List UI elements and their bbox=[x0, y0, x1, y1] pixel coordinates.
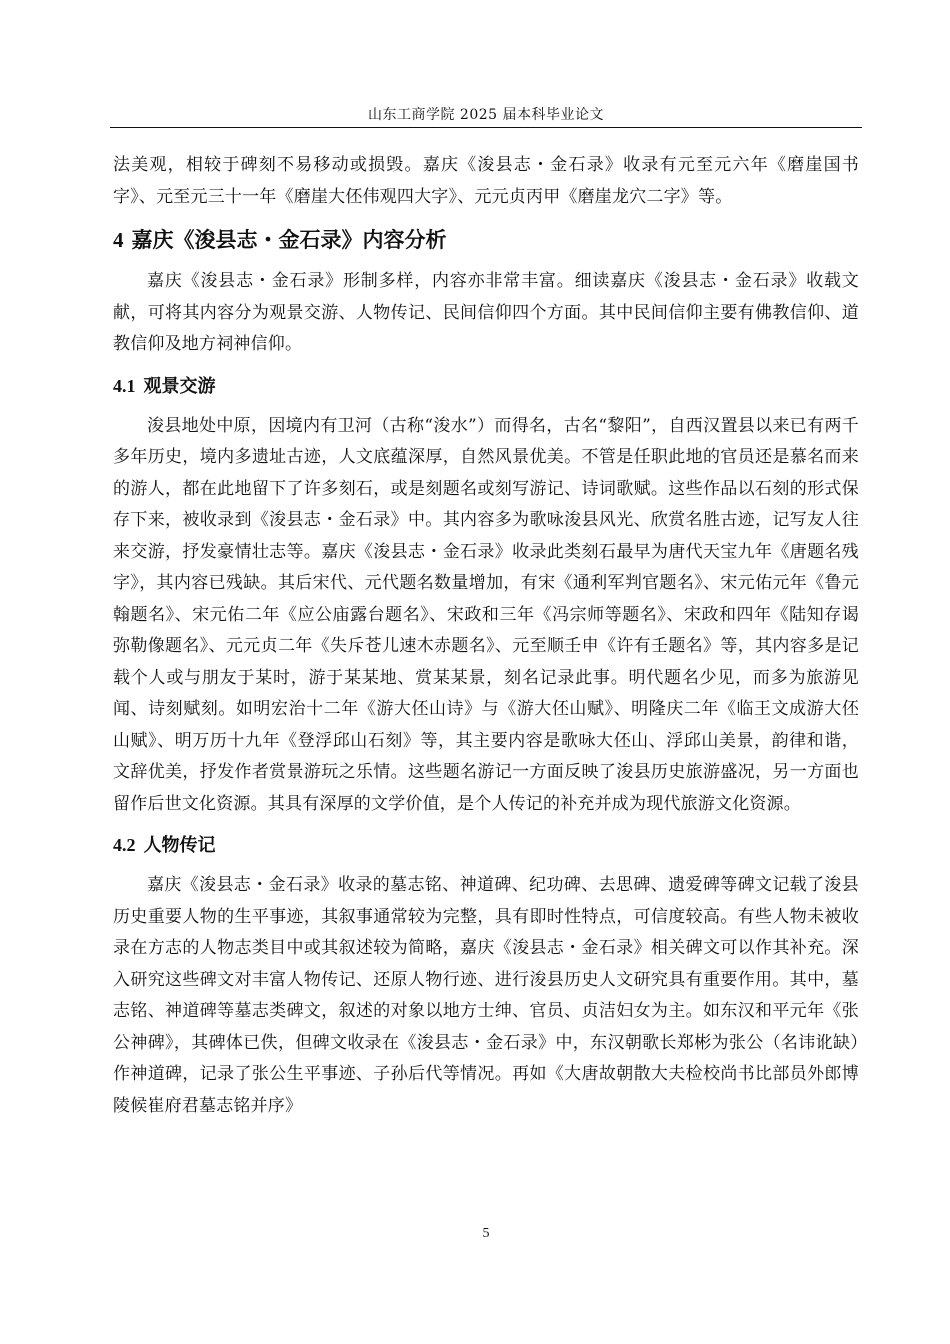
paragraph-section-4: 嘉庆《浚县志・金石录》形制多样，内容亦非常丰富。细读嘉庆《浚县志・金石录》收载文献，可将其内容分为观景交游、人物传记、民间信仰四个方面。其中民间信仰主要有佛教信仰、道教信仰及地方祠神信仰。 bbox=[113, 271, 859, 354]
subsection-heading-4-2 bbox=[113, 830, 859, 861]
page-body bbox=[113, 150, 859, 1122]
subsection-number: 4.2 bbox=[113, 835, 136, 855]
page-number: 5 bbox=[482, 1226, 490, 1241]
subsection-title: 人物传记 bbox=[143, 835, 216, 856]
subsection-heading-4-1 bbox=[113, 371, 859, 402]
paragraph-section-4-2: 嘉庆《浚县志・金石录》收录的墓志铭、神道碑、纪功碑、去思碑、遗爱碑等碑文记载了浚县历史重要人物的生平事迹，其叙事通常较为完整，具有即时性特点，可信度较高。有些人物未被收录在方志的人物志类目中或其叙述较为简略，嘉庆《浚县志・金石录》相关碑文可以作其补充。深入研究这些碑文对丰富人物传记、还原人物行迹、进行浚县历史人文研究具有重要作用。其中，墓志铭、神道碑等墓志类碑文，叙述的对象以地方士绅、官员、贞洁妇女为主。如东汉和平元年《张公神碑》，其碑体已佚，但碑文收录在《浚县志・金石录》中，东汉朝歌长郑彬为张公（名讳讹缺）作神道碑，记录了张公生平事迹、子孙后代等情况。再如《大唐故朝散大夫检校尚书比部员外郎博陵候崔府君墓志铭并序》 bbox=[113, 875, 859, 1116]
section-number: 4 bbox=[113, 228, 124, 252]
running-header: 山东工商学院 2025 届本科毕业论文 bbox=[367, 107, 605, 123]
subsection-title: 观景交游 bbox=[143, 375, 216, 397]
section-title: 嘉庆《浚县志・金石录》内容分析 bbox=[131, 228, 447, 252]
subsection-number: 4.1 bbox=[113, 375, 136, 396]
section-heading-4 bbox=[113, 223, 859, 257]
paragraph-intro: 法美观，相较于碑刻不易移动或损毁。嘉庆《浚县志・金石录》收录有元至元六年《磨崖国书字》、元至元三十一年《磨崖大伾伟观四大字》、元元贞丙甲《磨崖龙穴二字》等。 bbox=[113, 155, 859, 207]
paragraph-section-4-1: 浚县地处中原，因境内有卫河（古称“浚水”）而得名，古名“黎阳”，自西汉置县以来已有两千多年历史，境内多遗址古迹，人文底蕴深厚，自然风景优美。不管是任职此地的官员还是慕名而来的游人，都在此地留下了许多刻石，或是刻题名或刻写游记、诗词歌赋。这些作品以石刻的形式保存下来，被收录到《浚县志・金石录》中。其内容多为歌咏浚县风光、欣赏名胜古迹，记写友人往来交游，抒发豪情壮志等。嘉庆《浚县志・金石录》收录此类刻石最早为唐代天宝九年《唐题名残字》，其内容已残缺。其后宋代、元代题名数量增加，有宋《通利军判官题名》、宋元佑元年《鲁元翰题名》、宋元佑二年《应公庙露台题名》、宋政和三年《冯宗师等题名》、宋政和四年《陆知存谒弥勒像题名》、元元贞二年《失斥苍儿速木赤题名》、元至顺壬申《许有壬题名》等，其内容多是记载个人或与朋友于某时，游于某某地、赏某某景，刻名记录此事。明代题名少见，而多为旅游见闻、诗刻赋刻。如明宏治十二年《游大伾山诗》与《游大伾山赋》、明隆庆二年《临王文成游大伾山赋》、明万历十九年《登浮邱山石刻》等，其主要内容是歌咏大伾山、浮邱山美景，韵律和谐，文辞优美，抒发作者赏景游玩之乐情。这些题名游记一方面反映了浚县历史旅游盛况，另一方面也留作后世文化资源。其具有深厚的文学价值，是个人传记的补充并成为现代旅游文化资源。 bbox=[113, 415, 859, 814]
header-rule bbox=[110, 127, 862, 128]
